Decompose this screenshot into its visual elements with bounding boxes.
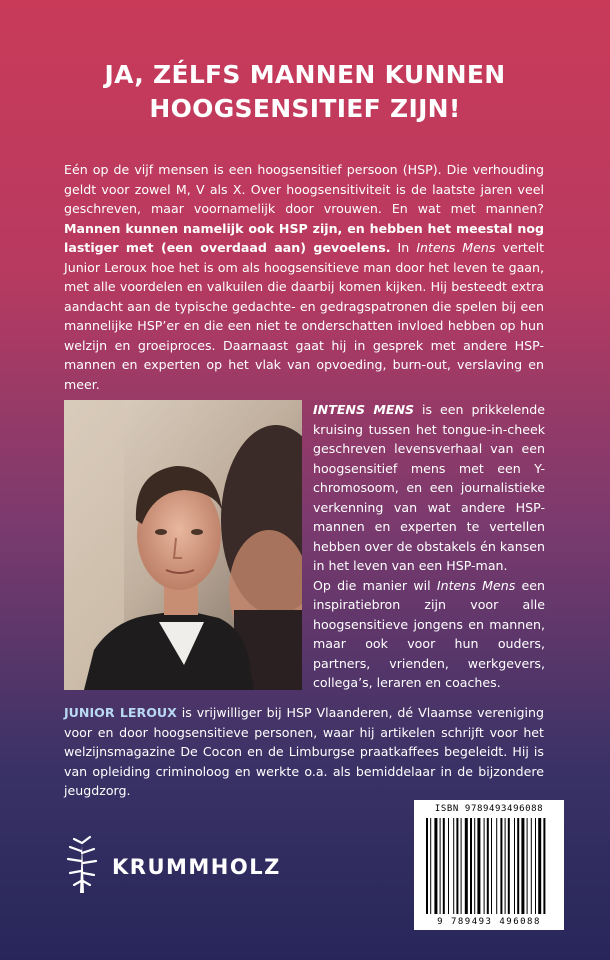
headline-line-1: JA, ZÉLFS MANNEN KUNNEN: [104, 60, 506, 89]
publisher-logo: [62, 835, 302, 895]
intro-book-title: Intens Mens: [416, 240, 496, 255]
blurb-text-2a: Op die manier wil: [313, 577, 437, 593]
barcode: [414, 800, 564, 930]
blurb-book-title: INTENS MENS: [313, 402, 415, 417]
tree-icon: [62, 835, 102, 895]
book-blurb: [313, 400, 545, 693]
blurb-paragraph-1: [313, 400, 545, 576]
intro-bold-text: Mannen kunnen namelijk ook HSP zijn, en hebben het meestal nog lastiger met (een overdaad aan) gevoelens.: [64, 220, 544, 255]
blurb-paragraph-2: [313, 576, 545, 693]
intro-text-2: In: [390, 240, 417, 255]
author-photo: [64, 400, 302, 690]
author-bio: [64, 703, 544, 801]
isbn-label: ISBN 9789493496088: [434, 804, 544, 814]
isbn-digits: 9 789493 496088: [437, 917, 541, 927]
intro-text-1: Eén op de vijf mensen is een hoogsensitief persoon (HSP). Die verhouding geldt voor zowel M, V als X. Over hoogsensitiviteit is de laatste jaren veel geschreven, maar voornamelijk door vrouwen. En wat met mannen?: [64, 162, 544, 216]
blurb-text-1: is een prikkelende kruising tussen het tongue-in-cheek geschreven levensverhaal van een hoogsensitief mens met een Y-chromosoom, en een journalistieke verkenning van wat andere HSP-mannen en experten te vertellen hebben over de obstakels én kansen in het leven van een HSP-man.: [313, 402, 545, 573]
author-name: JUNIOR LEROUX: [64, 705, 177, 720]
headline: [0, 58, 610, 126]
intro-paragraph: [64, 160, 544, 394]
intro-text-3: vertelt Junior Leroux hoe het is om als hoogsensitieve man door het leven te gaan, met alle voordelen en valkuilen die daarbij komen kijken. Hij besteedt extra aandacht aan de typische gedachte- en gedragspatronen die spelen bij een mannelijke HSP’er en die een niet te onderschatten invloed hebben op hun welzijn en groeiproces. Daarnaast gaat hij in gesprek met andere HSP-mannen en experten op het vlak van opvoeding, burn-out, verslaving en meer.: [64, 240, 545, 392]
barcode-bars: [414, 800, 564, 930]
blurb-book-title-italic: Intens Mens: [436, 577, 516, 593]
blurb-text-2b: een inspiratiebron zijn voor alle hoogsensitieve jongens en mannen, maar ook voor hun ouders, partners, vrienden, werkgevers, collega’s, leraren en coaches.: [313, 577, 546, 690]
publisher-name: KRUMMHOLZ: [112, 855, 281, 879]
headline-line-2: HOOGSENSITIEF ZIJN!: [149, 94, 461, 123]
author-bio-text: is vrijwilliger bij HSP Vlaanderen, dé Vlaamse vereniging voor en door hoogsensitieve personen, waar hij artikelen schrijft voor het welzijnsmagazine De Cocon en de Limburgse praatkaffees begeleidt. Hij is van opleiding criminoloog en werkte o.a. als bemiddelaar in de bijzondere jeugdzorg.: [64, 705, 544, 798]
